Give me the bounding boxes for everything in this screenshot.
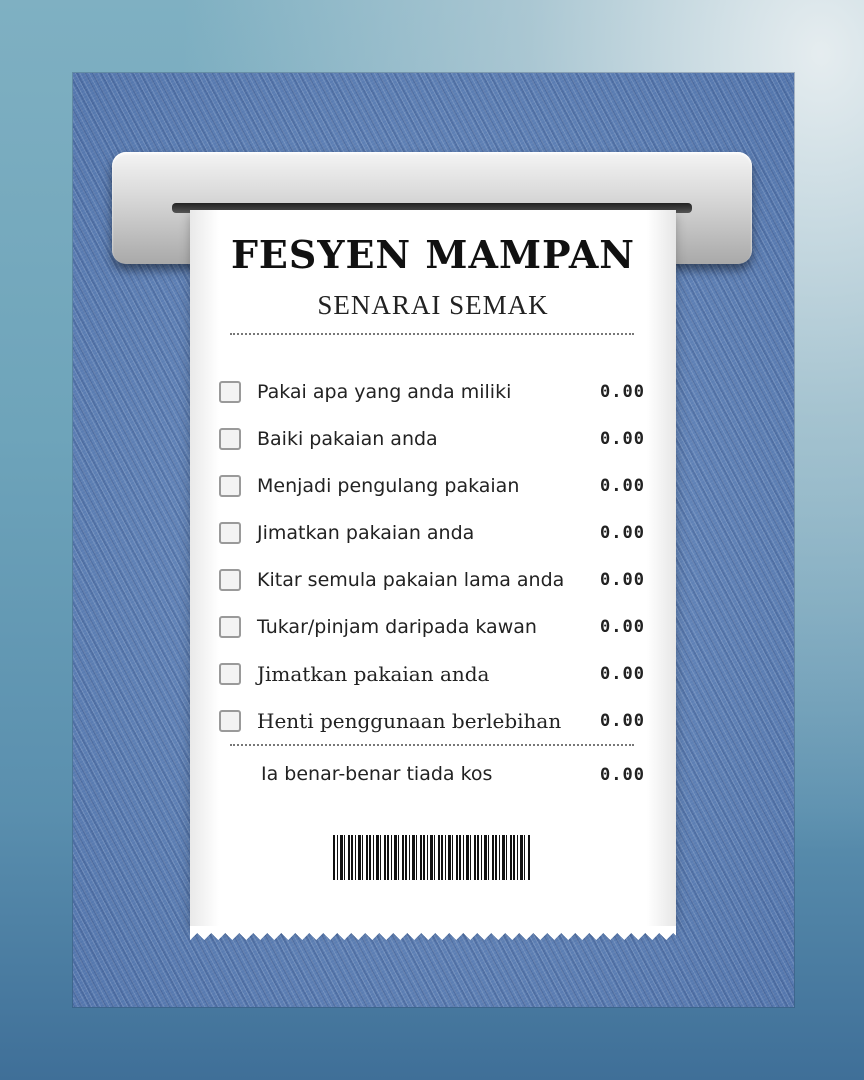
checklist-item-label: Menjadi pengulang pakaian <box>257 474 520 497</box>
checklist-item-amount: 0.00 <box>600 475 645 496</box>
receipt-subtitle: SENARAI SEMAK <box>317 290 549 320</box>
checklist-item-amount: 0.00 <box>600 663 645 684</box>
total-label: Ia benar-benar tiada kos <box>261 763 493 785</box>
checklist-item-amount: 0.00 <box>600 522 645 543</box>
checkbox[interactable] <box>219 522 241 544</box>
checklist-item <box>219 650 649 697</box>
divider-bottom <box>230 744 634 746</box>
total-row <box>261 763 645 793</box>
total-amount: 0.00 <box>600 765 645 785</box>
checklist-item-amount: 0.00 <box>600 381 645 402</box>
checklist-item <box>219 368 649 415</box>
receipt-title: FESYEN MAMPAN <box>230 232 636 277</box>
checklist <box>219 368 649 744</box>
checkbox[interactable] <box>219 569 241 591</box>
checklist-item <box>219 415 649 462</box>
checklist-item-label: Pakai apa yang anda miliki <box>257 380 512 403</box>
checklist-item-amount: 0.00 <box>600 616 645 637</box>
checklist-item-label: Tukar/pinjam daripada kawan <box>257 615 537 638</box>
barcode <box>333 835 531 880</box>
checkbox[interactable] <box>219 616 241 638</box>
checklist-item <box>219 697 649 744</box>
checkbox[interactable] <box>219 475 241 497</box>
checklist-item-label: Baiki pakaian anda <box>257 427 438 450</box>
checklist-item-amount: 0.00 <box>600 428 645 449</box>
checkbox[interactable] <box>219 428 241 450</box>
receipt-torn-edge <box>190 926 676 940</box>
checklist-item <box>219 462 649 509</box>
checklist-item-label: Henti penggunaan berlebihan <box>257 708 562 733</box>
checklist-item-amount: 0.00 <box>600 569 645 590</box>
checkbox[interactable] <box>219 710 241 732</box>
checklist-item <box>219 556 649 603</box>
checklist-item-amount: 0.00 <box>600 710 645 731</box>
checkbox[interactable] <box>219 381 241 403</box>
checklist-item-label: Kitar semula pakaian lama anda <box>257 568 565 591</box>
divider-top <box>230 333 634 335</box>
checkbox[interactable] <box>219 663 241 685</box>
checklist-item <box>219 603 649 650</box>
checklist-item-label: Jimatkan pakaian anda <box>257 521 475 544</box>
checklist-item-label: Jimatkan pakaian anda <box>257 661 490 686</box>
checklist-item <box>219 509 649 556</box>
